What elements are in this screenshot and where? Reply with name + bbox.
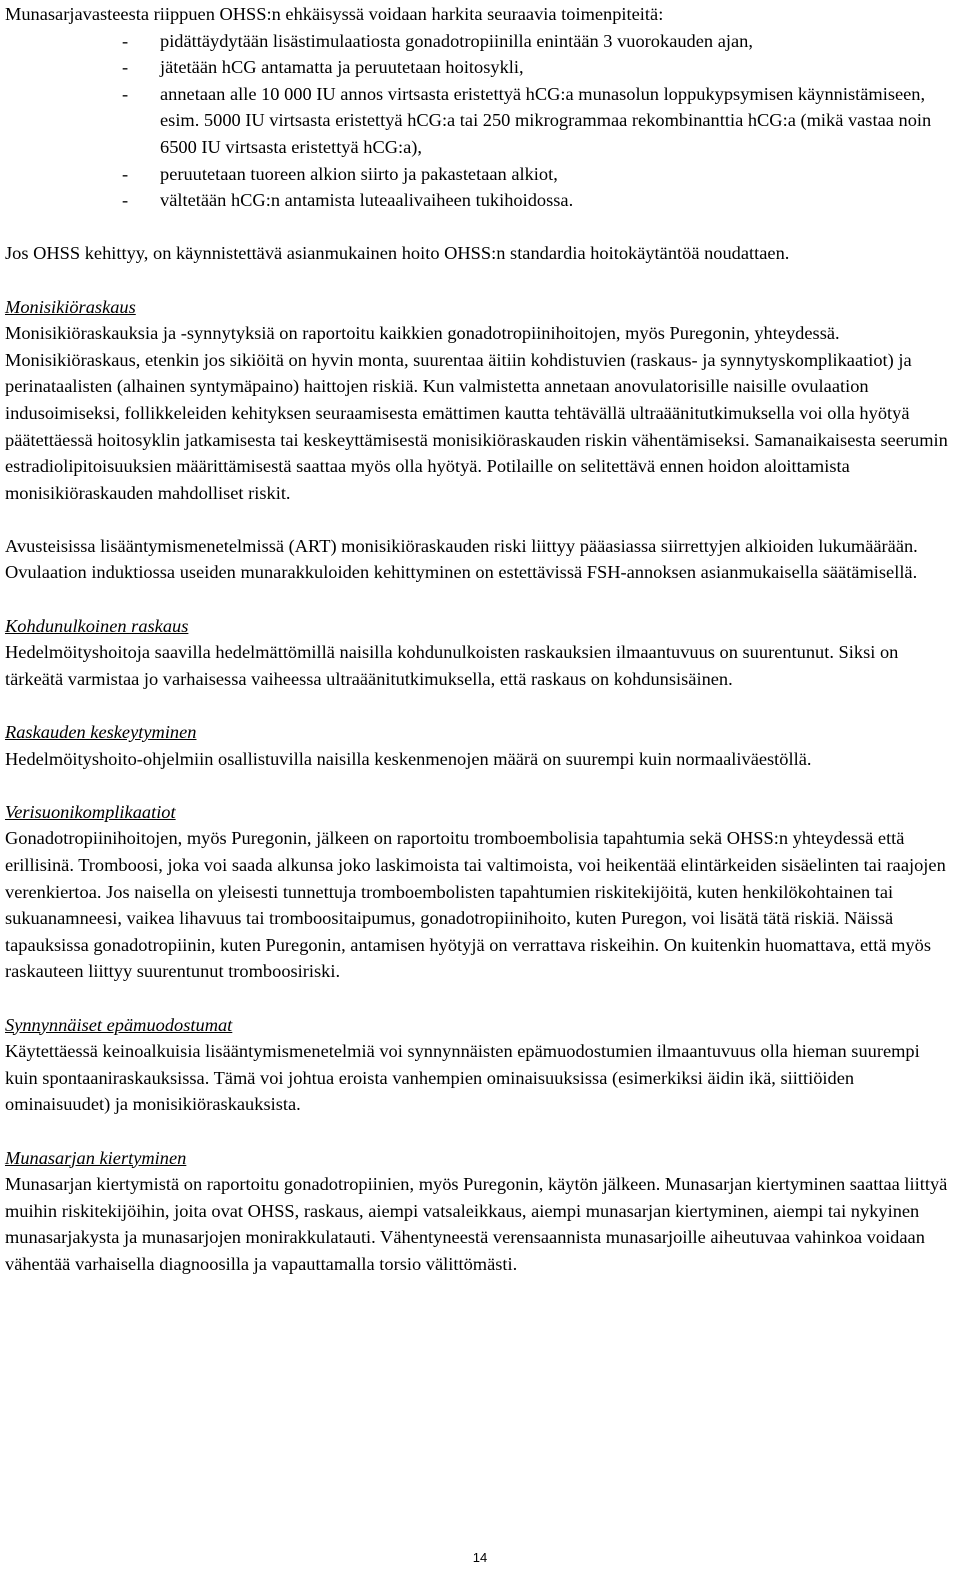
document-page	[5, 0, 955, 1278]
list-dash: -	[122, 163, 129, 184]
section-paragraph: Munasarjan kiertymistä on raportoitu gonadotropiinien, myös Puregonin, käytön jälkeen. Munasarjan kiertyminen saattaa liittyä muihin riskitekijöihin, joita ovat OHSS, raskaus, aiempi vatsaleikkaus, aiempi munasarjan kiertyminen, aiempi tai nykyinen munasarjakysta ja munasarjojen monirakkulatauti. Vähentyneestä verensaannista munasarjoille aiheutuvaa vahinkoa voidaan vähentää varhaisella diagnoosilla ja vapauttamalla torsio välittömästi.	[5, 1174, 948, 1274]
section-paragraph: Hedelmöityshoitoja saavilla hedelmättömillä naisilla kohdunulkoisten raskauksien ilmaantuvuus on suurentunut. Siksi on tärkeätä varmistaa jo varhaisessa vaiheessa ultraäänitutkimuksella, että raskaus on kohdunsisäinen.	[5, 642, 899, 689]
section-heading-ectopic-pregnancy: Kohdunulkoinen raskaus	[5, 615, 189, 636]
prevention-measures-list	[5, 28, 955, 214]
section-heading-ovarian-torsion: Munasarjan kiertyminen	[5, 1147, 187, 1168]
list-item-text: vältetään hCG:n antamista luteaalivaiheen tukihoidossa.	[160, 190, 574, 211]
list-dash: -	[122, 57, 129, 78]
section-heading-congenital-malformations: Synnynnäiset epämuodostumat	[5, 1014, 233, 1035]
list-dash: -	[122, 30, 129, 51]
list-item-text: jätetään hCG antamatta ja peruutetaan hoitosykli,	[160, 57, 524, 78]
ohss-followup-paragraph: Jos OHSS kehittyy, on käynnistettävä asianmukainen hoito OHSS:n standardia hoitokäytäntöä noudattaen.	[5, 243, 790, 264]
section-paragraph: Monisikiöraskauksia ja -synnytyksiä on raportoitu kaikkien gonadotropiinihoitojen, myös Puregonin, yhteydessä. Monisikiöraskaus, etenkin jos sikiöitä on hyvin monta, suurentaa äitiin kohdistuvien (raskaus- ja synnytyskomplikaatiot) ja perinataalisten (alhainen syntymäpaino) haittojen riskiä. Kun valmistetta annetaan anovulatorisille naisille ovulaation indusoimiseksi, follikkeleiden kehityksen seuraamisesta emättimen kautta tehtävällä ultraäänitutkimuksella voi olla hyötyä päätettäessä hoitosyklin jatkamisesta tai keskeyttämisestä monisikiöraskauden riskin vähentämiseksi. Samanaikaisesta seerumin estradiolipitoisuuksien määrittämisestä saattaa myös olla hyötyä. Potilaille on selitettävä ennen hoidon aloittamista monisikiöraskauden mahdolliset riskit.	[5, 323, 948, 503]
list-item-text: pidättäydytään lisästimulaatiosta gonadotropiinilla enintään 3 vuorokauden ajan,	[160, 30, 753, 51]
list-dash: -	[122, 83, 129, 104]
section-paragraph: Avusteisissa lisääntymismenetelmissä (ART) monisikiöraskauden riski liittyy pääasiassa siirrettyjen alkioiden lukumäärään. Ovulaation induktiossa useiden munarakkuloiden kehittyminen on estettävissä FSH-annoksen asianmukaisella säätämisellä.	[5, 535, 918, 583]
list-item	[5, 28, 955, 55]
section-heading-miscarriage: Raskauden keskeytyminen	[5, 722, 197, 743]
section-paragraph: Käytettäessä keinoalkuisia lisääntymismenetelmiä voi synnynnäisten epämuodostumien ilmaantuvuus olla hieman suurempi kuin spontaaniraskauksissa. Tämä voi johtua eroista vanhempien ominaisuuksissa (esimerkiksi äidin ikä, siittiöiden ominaisuudet) ja monisikiöraskauksista.	[5, 1041, 920, 1115]
list-item	[5, 54, 955, 81]
section-paragraph: Hedelmöityshoito-ohjelmiin osallistuvilla naisilla keskenmenojen määrä on suurempi kuin normaaliväestöllä.	[5, 748, 812, 769]
list-item	[5, 187, 955, 214]
page-number: 14	[472, 1550, 488, 1565]
list-item-text: peruutetaan tuoreen alkion siirto ja pakastetaan alkiot,	[160, 163, 558, 184]
section-heading-multiple-pregnancy: Monisikiöraskaus	[5, 296, 136, 317]
section-heading-vascular-complications: Verisuonikomplikaatiot	[5, 801, 176, 822]
list-item-text: annetaan alle 10 000 IU annos virtsasta eristettyä hCG:a munasolun loppukypsymisen käynnistämiseen, esim. 5000 IU virtsasta eristettyä hCG:a tai 250 mikrogrammaa rekombinanttia hCG:a (mikä vastaa noin 6500 IU virtsasta eristettyä hCG:a),	[160, 83, 932, 157]
list-item	[5, 81, 955, 161]
section-paragraph: Gonadotropiinihoitojen, myös Puregonin, jälkeen on raportoitu tromboembolisia tapahtumia sekä OHSS:n yhteydessä että erillisinä. Tromboosi, joka voi saada alkunsa joko laskimoista tai valtimoista, voi heikentää elintärkeiden sisäelinten tai raajojen verenkiertoa. Jos naisella on yleisesti tunnettuja tromboembolisten tapahtumien riskitekijöitä, kuten henkilökohtainen tai sukuanamneesi, vaikea lihavuus tai tromboositaipumus, gonadotropiinihoito, kuten Puregon, voi lisätä tätä riskiä. Näissä tapauksissa gonadotropiinin, kuten Puregonin, antamisen hyötyjä on verrattava riskeihin. On kuitenkin huomattava, että myös raskauteen liittyy suurentunut tromboosiriski.	[5, 828, 946, 982]
list-item	[5, 161, 955, 188]
list-dash: -	[122, 190, 129, 211]
intro-paragraph: Munasarjavasteesta riippuen OHSS:n ehkäisyssä voidaan harkita seuraavia toimenpiteitä:	[5, 4, 664, 24]
